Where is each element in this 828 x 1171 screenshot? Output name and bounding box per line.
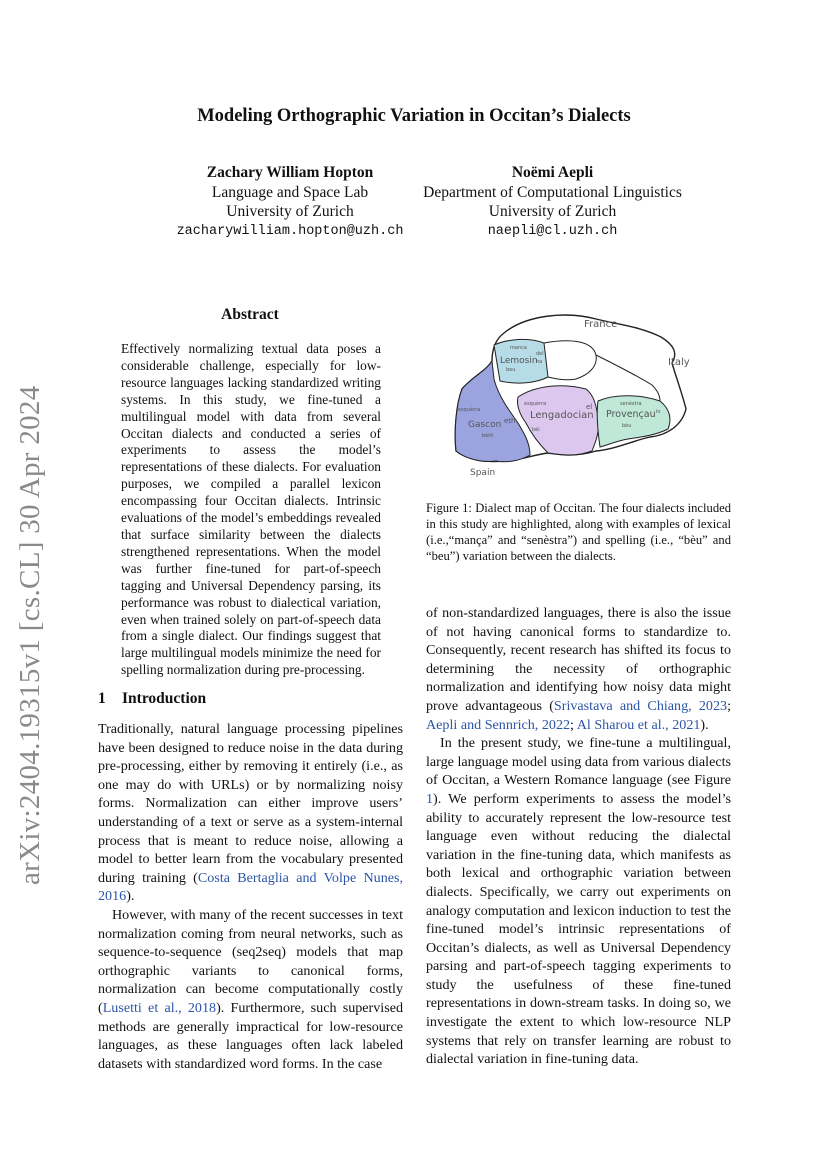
text-run: ). (700, 716, 709, 733)
dialect-map-figure (446, 305, 716, 495)
label-france: France (584, 319, 618, 330)
text-run: ). Furthermore, such supervised methods are generally impractical for low-resource languages, as these languages often lack labeled datasets with standardized word forms. In the case (98, 999, 403, 1072)
section-heading (98, 690, 206, 708)
label-provencau-word: senèstra (620, 401, 642, 407)
label-lemosin-word: del (536, 351, 544, 357)
author-block-2 (400, 163, 705, 241)
dialect-border (544, 341, 596, 380)
dialect-border (596, 355, 660, 401)
left-column (98, 720, 403, 1073)
label-lemosin: Lemosin (500, 356, 538, 366)
paper-title: Modeling Orthographic Variation in Occitan’s Dialects (197, 106, 631, 126)
label-gascon-word: bèth (482, 433, 494, 439)
label-lengadocian-word: bèl (532, 427, 540, 433)
paragraph (426, 604, 731, 734)
figure-caption: Figure 1: Dialect map of Occitan. The four dialects included in this study are highlighted, along with examples of lexical (i.e.,“mança” and “senèstra”) and spelling (i.e., “bèu” and “beu”) variation between the dialects. (426, 501, 731, 564)
label-italy: Italy (668, 357, 690, 368)
text-run: ). We perform experiments to assess the model’s ability to accurately represent the low-resource test language even without reducing the dialectal variation in the fine-tuning data, which manifests as both lexical and orthographic variation between dialects. Specifically, we carry out experiments on analogy computation and lexicon induction to test the fine-tuned model’s intrinsic representations of Occitan’s dialects, as well as Universal Dependency parsing and part-of-speech tagging experiments to study the usefulness of these fine-tuned representations in down-stream tasks. In doing so, we investigate the extent to which low-resource NLP systems that rely on transfer learning are robust to dialectal variation in fine-tuning data. (426, 790, 731, 1068)
author-affiliation: Language and Space Lab (211, 183, 369, 201)
label-gascon-word: esquèrra (458, 407, 481, 413)
label-gascon: Gascon (468, 420, 502, 430)
label-lengadocian-word: esquèrra (524, 401, 547, 407)
paragraph (98, 720, 403, 906)
text-run: of non-standardized languages, there is also the issue of not having canonical forms to standardize to. Consequently, recent research has shifted its focus to determining the necessity of orthographic normalization and identifying how noisy data might prove advantageous ( (426, 605, 731, 714)
text-run: Traditionally, natural language processing pipelines have been designed to reduce noise in the data during pre-processing, either by removing it entirely (i.e., as one may do with URLs) or by normalizing noisy forms. Normalization can either improve users’ understanding of a text or serve as a system-internal process that is meant to reduce noise, allowing a model to better learn from the vocabulary presented during training ( (98, 721, 403, 886)
citation-link[interactable]: Aepli and Sennrich, 2022 (426, 716, 571, 733)
label-gascon-word: eth (504, 417, 516, 425)
text-run: ; (727, 697, 731, 714)
label-provencau-word: lo (656, 409, 661, 415)
section-title: Introduction (122, 690, 207, 707)
author-email: zacharywilliam.hopton@uzh.ch (176, 223, 404, 239)
dialect-map (446, 305, 716, 495)
paragraph (426, 734, 731, 1069)
author-name: Noëmi Aepli (511, 164, 594, 181)
citation-link[interactable]: Costa Bertaglia and Volpe Nunes, 2016 (98, 869, 404, 905)
abstract-heading: Abstract (221, 306, 279, 323)
arxiv-identifier: arXiv:2404.19315v1 [cs.CL] 30 Apr 2024 (14, 385, 46, 885)
text-run: ). (126, 888, 135, 905)
label-provencau: Provençau (606, 409, 656, 420)
label-lengadocian: Lengadocian (530, 410, 594, 421)
author-name: Zachary William Hopton (206, 164, 374, 181)
label-lemosin-word: manca (510, 345, 527, 351)
label-lemosin-word: beu (506, 367, 516, 373)
label-lemosin-word: ha (536, 359, 543, 365)
author-affiliation: University of Zurich (488, 203, 617, 220)
author-affiliation: Department of Computational Linguistics (423, 183, 682, 201)
paragraph (98, 906, 403, 1073)
text-run: However, with many of the recent successes in text normalization coming from neural networks, such as sequence-to-sequence (seq2seq) models that map orthographic variants to canonical forms, normalization can become computationally costly ( (98, 906, 403, 1016)
label-spain: Spain (470, 468, 496, 478)
citation-link[interactable]: Srivastava and Chiang, 2023 (553, 697, 728, 714)
abstract-text: Effectively normalizing textual data poses a considerable challenge, especially for low-resource languages lacking standardized writing systems. In this study, we fine-tuned a multilingual model with data from several Occitan dialects and conducted a series of experiments to assess the model’s representations of these dialects. For evaluation purposes, we compiled a parallel lexicon encompassing four Occitan dialects. Intrinsic evaluations of the model’s embeddings revealed that surface similarity between the dialects strengthened representations. When the model was further fine-tuned for part-of-speech tagging and Universal Dependency parsing, its performance was robust to dialectical variation, even when trained solely on part-of-speech data from a single dialect. Our findings suggest that large multilingual models minimize the need for spelling normalization during pre-processing. (121, 341, 381, 678)
author-affiliation: University of Zurich (226, 203, 354, 220)
right-column (426, 604, 731, 1069)
figure-ref-link[interactable]: 1 (426, 790, 434, 807)
text-run: In the present study, we fine-tune a multilingual, large language model using data from various dialects of Occitan, a Western Romance language (see Figure (426, 735, 731, 789)
label-lengadocian-word: el (586, 403, 593, 411)
author-block-1 (150, 163, 430, 241)
section-number: 1 (98, 690, 106, 707)
author-email: naepli@cl.uzh.ch (487, 223, 618, 239)
label-provencau-word: bèu (622, 423, 632, 429)
text-run: ; (570, 716, 577, 733)
citation-link[interactable]: Al Sharou et al., 2021 (576, 716, 701, 733)
citation-link[interactable]: Lusetti et al., 2018 (102, 999, 217, 1016)
